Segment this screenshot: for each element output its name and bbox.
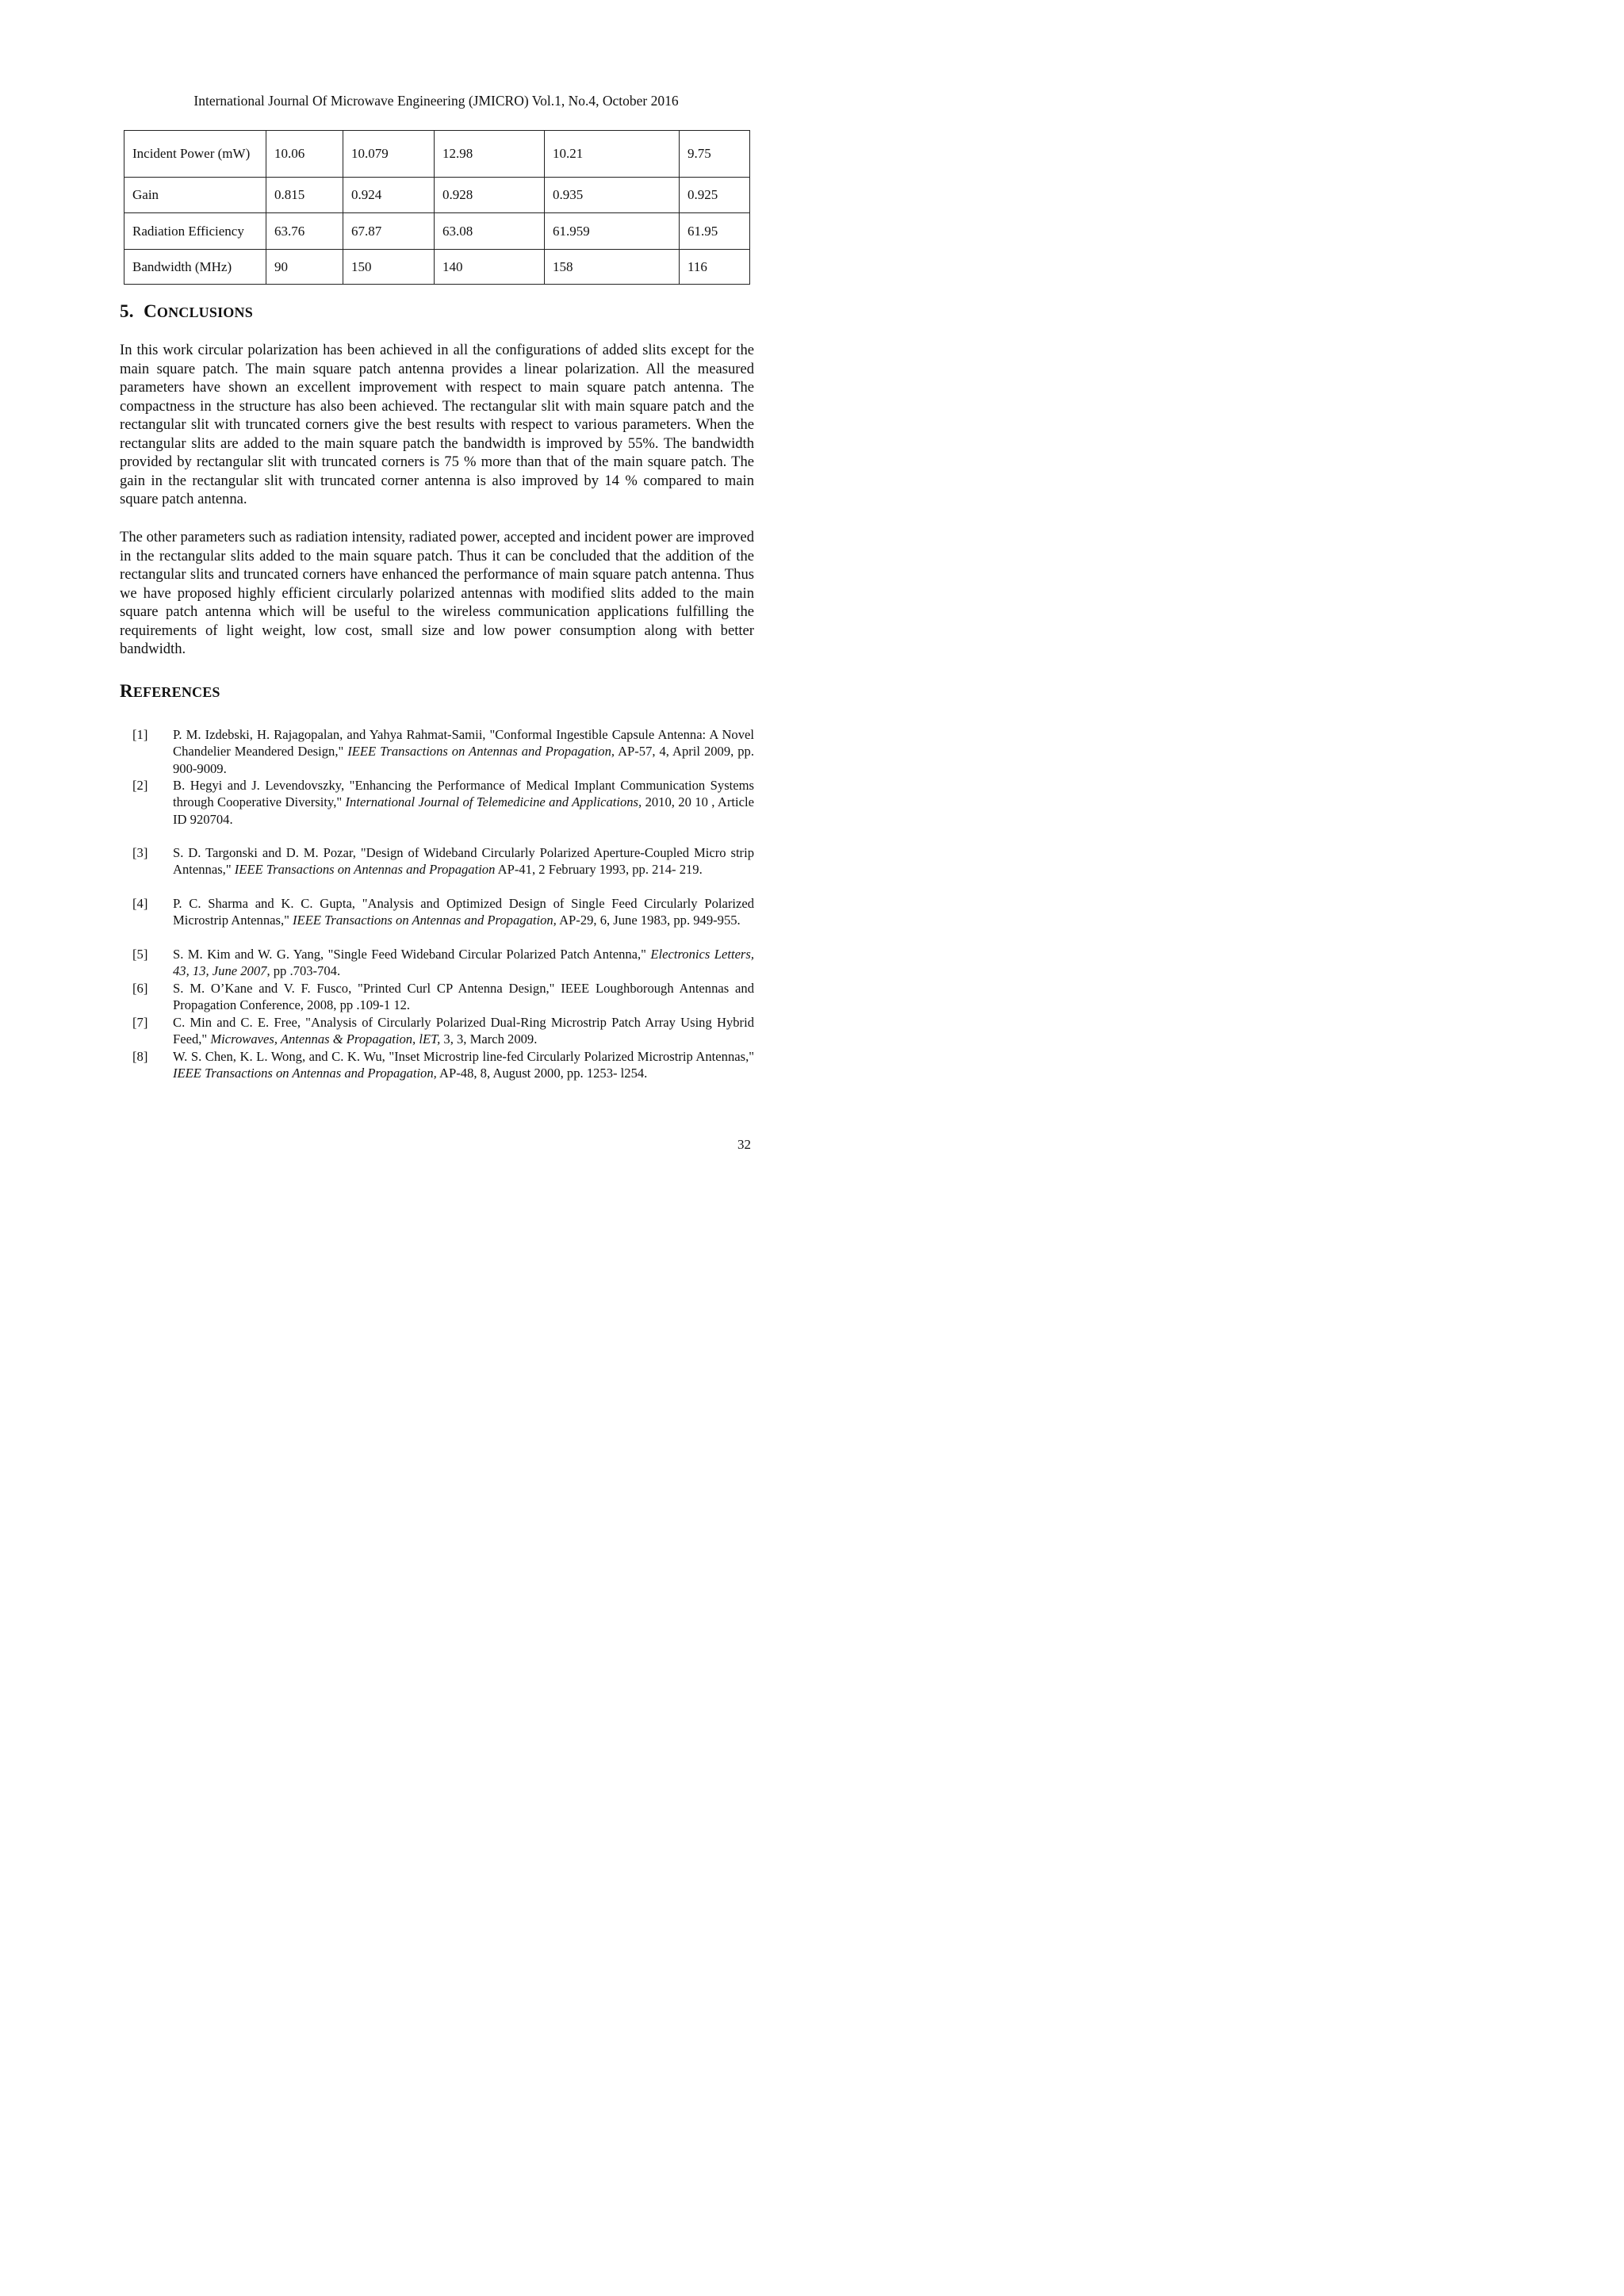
reference-venue: Electronics Letters, 43, 13, June 2007 <box>173 947 754 979</box>
table-cell: 10.079 <box>343 131 435 178</box>
table-cell: 0.815 <box>266 178 343 213</box>
reference-text: S. D. Targonski and D. M. Pozar, "Design of Wideband Circularly Polarized Aperture-Coupled Micro strip Antennas," IEEE Transactions on Antennas and Propagation AP-41, 2 February 1993, pp. 214- 219. <box>173 845 754 878</box>
table-cell: Incident Power (mW) <box>124 131 266 178</box>
heading-initial: R <box>120 681 133 701</box>
table-cell: 12.98 <box>435 131 545 178</box>
reference-venue: Microwaves, Antennas & Propagation, lET, <box>210 1031 441 1047</box>
table-cell: 9.75 <box>680 131 750 178</box>
table-row <box>124 178 750 213</box>
reference-number: [2] <box>132 778 148 793</box>
reference-number: [3] <box>132 845 148 860</box>
reference-text: C. Min and C. E. Free, "Analysis of Circularly Polarized Dual-Ring Microstrip Patch Array Using Hybrid Feed," Microwaves, Antennas & Propagation, lET, 3, 3, March 2009. <box>173 1015 754 1047</box>
section-number: 5. <box>120 301 134 321</box>
running-header: International Journal Of Microwave Engineering (JMICRO) Vol.1, No.4, October 2016 <box>193 93 679 109</box>
table-cell: 67.87 <box>343 213 435 250</box>
heading-rest: EFERENCES <box>132 684 220 700</box>
table-cell: 61.959 <box>545 213 680 250</box>
reference-number: [6] <box>132 981 148 996</box>
table-cell: 10.06 <box>266 131 343 178</box>
reference-venue: IEEE Transactions on Antennas and Propagation, <box>293 913 557 928</box>
table-cell: 116 <box>680 250 750 285</box>
table-cell: 61.95 <box>680 213 750 250</box>
table-cell: 158 <box>545 250 680 285</box>
conclusions-paragraph: In this work circular polarization has been achieved in all the configurations of added slits except for the main square patch. The main square patch antenna provides a linear polarization. All the measured parameters have shown an excellent improvement with respect to main square patch antenna. The compactness in the structure has also been achieved. The rectangular slit with main square patch and the rectangular slit with truncated corners give the best results with respect to various parameters. When the rectangular slits are added to the main square patch the bandwidth is improved by 55%. The bandwidth provided by rectangular slit with truncated corners is 75 % more than that of the main square patch. The gain in the rectangular slit with truncated corner antenna is also improved by 14 % compared to main square patch antenna. <box>120 342 754 507</box>
heading-initial: C <box>144 301 157 321</box>
reference-text: S. M. O’Kane and V. F. Fusco, "Printed Curl CP Antenna Design," IEEE Loughborough Antennas and Propagation Conference, 2008, pp .109-1 12. <box>173 981 754 1013</box>
reference-number: [7] <box>132 1015 148 1030</box>
table-cell: 0.925 <box>680 178 750 213</box>
reference-number: [5] <box>132 947 148 962</box>
table-cell: Bandwidth (MHz) <box>124 250 266 285</box>
table-cell: 63.08 <box>435 213 545 250</box>
reference-venue: IEEE Transactions on Antennas and Propagation <box>234 862 496 878</box>
table-cell: 150 <box>343 250 435 285</box>
table-cell: 90 <box>266 250 343 285</box>
reference-text: P. M. Izdebski, H. Rajagopalan, and Yahya Rahmat-Samii, "Conformal Ingestible Capsule Antenna: A Novel Chandelier Meandered Design," IEEE Transactions on Antennas and Propagation, AP-57, 4, April 2009, pp. 900-9009. <box>173 727 754 776</box>
table-cell: 140 <box>435 250 545 285</box>
results-table <box>124 130 750 285</box>
reference-text: B. Hegyi and J. Levendovszky, "Enhancing the Performance of Medical Implant Communication Systems through Cooperative Diversity," International Journal of Telemedicine and Applications, 2010, 20 10 , Article ID 920704. <box>173 778 754 827</box>
reference-venue: IEEE Transactions on Antennas and Propagation, <box>173 1066 437 1081</box>
table-cell: 0.935 <box>545 178 680 213</box>
reference-venue: IEEE Transactions on Antennas and Propagation, <box>347 744 615 760</box>
reference-number: [1] <box>132 727 148 742</box>
reference-venue: International Journal of Telemedicine and Applications, <box>345 794 642 810</box>
reference-number: [8] <box>132 1049 148 1064</box>
table-cell: Radiation Efficiency <box>124 213 266 250</box>
conclusions-paragraph: The other parameters such as radiation intensity, radiated power, accepted and incident power are improved in the rectangular slits added to the main square patch. Thus it can be concluded that the addition of the rectangular slits and truncated corners have enhanced the performance of main square patch antenna. Thus we have proposed highly efficient circularly polarized antennas with modified slits added to the main square patch antenna which will be useful to the wireless communication applications fulfilling the requirements of light weight, low cost, small size and low power consumption along with better bandwidth. <box>120 529 754 657</box>
reference-text: P. C. Sharma and K. C. Gupta, "Analysis and Optimized Design of Single Feed Circularly Polarized Microstrip Antennas," IEEE Transactions on Antennas and Propagation, AP-29, 6, June 1983, pp. 949-955. <box>173 896 754 928</box>
table-cell: 0.928 <box>435 178 545 213</box>
page-number: 32 <box>737 1137 751 1152</box>
table-cell: 0.924 <box>343 178 435 213</box>
reference-number: [4] <box>132 896 148 911</box>
table-row <box>124 131 750 178</box>
table-row <box>124 250 750 285</box>
conclusions-heading <box>120 301 253 323</box>
reference-text: W. S. Chen, K. L. Wong, and C. K. Wu, "Inset Microstrip line-fed Circularly Polarized Microstrip Antennas," IEEE Transactions on Antennas and Propagation, AP-48, 8, August 2000, pp. 1253- l254. <box>173 1049 754 1081</box>
heading-rest: ONCLUSIONS <box>156 304 253 320</box>
reference-text: S. M. Kim and W. G. Yang, "Single Feed Wideband Circular Polarized Patch Antenna," Electronics Letters, 43, 13, June 2007, pp .703-704. <box>173 947 754 979</box>
table-cell: 10.21 <box>545 131 680 178</box>
table-cell: 63.76 <box>266 213 343 250</box>
references-heading <box>120 681 220 702</box>
table-cell: Gain <box>124 178 266 213</box>
table-row <box>124 213 750 250</box>
